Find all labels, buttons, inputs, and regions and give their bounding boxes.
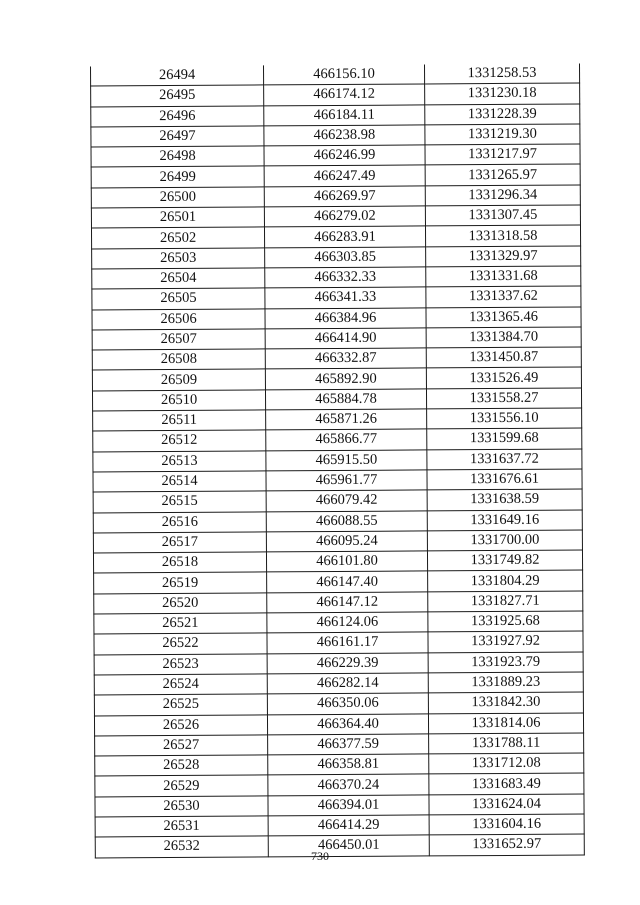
- y-coordinate-cell: 1331318.58: [425, 225, 580, 246]
- y-coordinate-cell: 1331712.08: [429, 753, 584, 774]
- x-coordinate-cell: 466247.49: [264, 165, 425, 186]
- table-row: [93, 408, 582, 431]
- y-coordinate-cell: 1331228.39: [425, 104, 580, 125]
- x-coordinate-cell: 466229.39: [267, 653, 428, 674]
- y-coordinate-cell: 1331925.68: [428, 611, 583, 632]
- y-coordinate-cell: 1331604.16: [429, 814, 584, 835]
- point-id-cell: 26503: [92, 248, 265, 269]
- point-id-cell: 26500: [91, 187, 264, 208]
- x-coordinate-cell: 466088.55: [266, 510, 427, 531]
- point-id-cell: 26495: [91, 85, 264, 106]
- table-row: [91, 104, 580, 127]
- y-coordinate-cell: 1331804.29: [428, 570, 583, 591]
- y-coordinate-cell: 1331384.70: [426, 327, 581, 348]
- x-coordinate-cell: 466238.98: [264, 125, 425, 146]
- table-row: [92, 286, 581, 309]
- point-id-cell: 26532: [95, 836, 268, 857]
- point-id-cell: 26520: [94, 593, 267, 614]
- x-coordinate-cell: 466269.97: [264, 186, 425, 207]
- y-coordinate-cell: 1331230.18: [425, 83, 580, 104]
- point-id-cell: 26497: [91, 126, 264, 147]
- x-coordinate-cell: 466147.12: [267, 592, 428, 613]
- point-id-cell: 26511: [93, 410, 266, 431]
- table-row: [95, 794, 584, 817]
- x-coordinate-cell: 466358.81: [268, 754, 429, 775]
- y-coordinate-cell: 1331558.27: [426, 388, 581, 409]
- point-id-cell: 26512: [93, 430, 266, 451]
- x-coordinate-cell: 466450.01: [268, 835, 429, 856]
- x-coordinate-cell: 466377.59: [268, 734, 429, 755]
- page-number: 730: [311, 849, 329, 863]
- point-id-cell: 26527: [95, 735, 268, 756]
- point-id-cell: 26518: [93, 552, 266, 573]
- x-coordinate-cell: 465915.50: [266, 450, 427, 471]
- y-coordinate-cell: 1331556.10: [427, 408, 582, 429]
- table-row: [91, 185, 580, 208]
- x-coordinate-cell: 466384.96: [265, 307, 426, 328]
- x-coordinate-cell: 466101.80: [266, 551, 427, 572]
- y-coordinate-cell: 1331296.34: [425, 185, 580, 206]
- x-coordinate-cell: 465892.90: [265, 368, 426, 389]
- y-coordinate-cell: 1331683.49: [429, 773, 584, 794]
- x-coordinate-cell: 466364.40: [267, 713, 428, 734]
- table-row: [93, 469, 582, 492]
- table-row: [91, 63, 580, 86]
- x-coordinate-cell: 466156.10: [264, 64, 425, 85]
- x-coordinate-cell: 466341.33: [265, 287, 426, 308]
- point-id-cell: 26530: [95, 796, 268, 817]
- y-coordinate-cell: 1331700.00: [427, 530, 582, 551]
- point-id-cell: 26531: [95, 816, 268, 837]
- point-id-cell: 26523: [94, 654, 267, 675]
- point-id-cell: 26524: [94, 674, 267, 695]
- x-coordinate-cell: 466332.87: [265, 348, 426, 369]
- y-coordinate-cell: 1331814.06: [428, 712, 583, 733]
- y-coordinate-cell: 1331365.46: [426, 307, 581, 328]
- y-coordinate-cell: 1331219.30: [425, 124, 580, 145]
- table-row: [94, 611, 583, 634]
- point-id-cell: 26528: [95, 755, 268, 776]
- table-row: [95, 773, 584, 796]
- table-row: [94, 652, 583, 675]
- x-coordinate-cell: 466414.90: [265, 328, 426, 349]
- table-row: [91, 225, 580, 248]
- x-coordinate-cell: 466332.33: [265, 267, 426, 288]
- point-id-cell: 26507: [92, 329, 265, 350]
- y-coordinate-cell: 1331217.97: [425, 144, 580, 165]
- table-row: [92, 307, 581, 330]
- table-row: [95, 814, 584, 837]
- y-coordinate-cell: 1331331.68: [426, 266, 581, 287]
- point-id-cell: 26509: [92, 369, 265, 390]
- y-coordinate-cell: 1331307.45: [425, 205, 580, 226]
- table-row: [91, 83, 580, 106]
- y-coordinate-cell: 1331624.04: [429, 794, 584, 815]
- point-id-cell: 26508: [92, 349, 265, 370]
- x-coordinate-cell: 466161.17: [267, 632, 428, 653]
- table-row: [95, 753, 584, 776]
- point-id-cell: 26514: [93, 471, 266, 492]
- x-coordinate-cell: 466279.02: [264, 206, 425, 227]
- table-row: [92, 327, 581, 350]
- point-id-cell: 26526: [94, 714, 267, 735]
- point-id-cell: 26519: [94, 572, 267, 593]
- table-row: [93, 510, 582, 533]
- y-coordinate-cell: 1331337.62: [426, 286, 581, 307]
- point-id-cell: 26525: [94, 694, 267, 715]
- table-row: [92, 367, 581, 390]
- x-coordinate-cell: 466095.24: [266, 531, 427, 552]
- table-row: [91, 205, 580, 228]
- x-coordinate-cell: 465884.78: [265, 389, 426, 410]
- table-row: [92, 266, 581, 289]
- x-coordinate-cell: 466303.85: [265, 247, 426, 268]
- coordinates-table-container: [90, 64, 581, 859]
- table-row: [92, 388, 581, 411]
- point-id-cell: 26513: [93, 451, 266, 472]
- table-row: [93, 489, 582, 512]
- x-coordinate-cell: 465871.26: [266, 409, 427, 430]
- y-coordinate-cell: 1331649.16: [427, 510, 582, 531]
- point-id-cell: 26501: [91, 207, 264, 228]
- y-coordinate-cell: 1331652.97: [429, 834, 584, 855]
- y-coordinate-cell: 1331637.72: [427, 449, 582, 470]
- y-coordinate-cell: 1331842.30: [428, 692, 583, 713]
- point-id-cell: 26498: [91, 146, 264, 167]
- table-row: [91, 124, 580, 147]
- table-row: [93, 530, 582, 553]
- y-coordinate-cell: 1331827.71: [428, 591, 583, 612]
- y-coordinate-cell: 1331265.97: [425, 164, 580, 185]
- y-coordinate-cell: 1331329.97: [426, 246, 581, 267]
- table-row: [94, 570, 583, 593]
- table-row: [94, 712, 583, 735]
- point-id-cell: 26499: [91, 166, 264, 187]
- x-coordinate-cell: 466283.91: [264, 226, 425, 247]
- y-coordinate-cell: 1331599.68: [427, 428, 582, 449]
- x-coordinate-cell: 465961.77: [266, 470, 427, 491]
- x-coordinate-cell: 466079.42: [266, 490, 427, 511]
- x-coordinate-cell: 465866.77: [266, 429, 427, 450]
- table-row: [95, 733, 584, 756]
- point-id-cell: 26516: [93, 511, 266, 532]
- x-coordinate-cell: 466147.40: [267, 571, 428, 592]
- table-row: [94, 672, 583, 695]
- coordinates-table: [90, 63, 585, 858]
- table-row: [92, 246, 581, 269]
- y-coordinate-cell: 1331788.11: [429, 733, 584, 754]
- table-row: [91, 164, 580, 187]
- point-id-cell: 26515: [93, 491, 266, 512]
- point-id-cell: 26502: [91, 227, 264, 248]
- x-coordinate-cell: 466184.11: [264, 105, 425, 126]
- y-coordinate-cell: 1331258.53: [424, 63, 579, 84]
- y-coordinate-cell: 1331676.61: [427, 469, 582, 490]
- y-coordinate-cell: 1331638.59: [427, 489, 582, 510]
- y-coordinate-cell: 1331923.79: [428, 652, 583, 673]
- y-coordinate-cell: 1331749.82: [427, 550, 582, 571]
- y-coordinate-cell: 1331889.23: [428, 672, 583, 693]
- x-coordinate-cell: 466350.06: [267, 693, 428, 714]
- point-id-cell: 26504: [92, 268, 265, 289]
- y-coordinate-cell: 1331526.49: [426, 367, 581, 388]
- coordinates-table-body: [91, 63, 585, 857]
- point-id-cell: 26522: [94, 633, 267, 654]
- y-coordinate-cell: 1331450.87: [426, 347, 581, 368]
- table-row: [93, 449, 582, 472]
- x-coordinate-cell: 466246.99: [264, 145, 425, 166]
- x-coordinate-cell: 466282.14: [267, 673, 428, 694]
- point-id-cell: 26517: [93, 532, 266, 553]
- x-coordinate-cell: 466394.01: [268, 795, 429, 816]
- table-row: [94, 631, 583, 654]
- table-row: [93, 550, 582, 573]
- x-coordinate-cell: 466124.06: [267, 612, 428, 633]
- x-coordinate-cell: 466174.12: [264, 84, 425, 105]
- table-row: [93, 428, 582, 451]
- table-row: [94, 591, 583, 614]
- point-id-cell: 26521: [94, 613, 267, 634]
- point-id-cell: 26506: [92, 308, 265, 329]
- point-id-cell: 26505: [92, 288, 265, 309]
- x-coordinate-cell: 466370.24: [268, 774, 429, 795]
- point-id-cell: 26494: [91, 65, 264, 86]
- point-id-cell: 26496: [91, 106, 264, 127]
- table-row: [94, 692, 583, 715]
- table-row: [91, 144, 580, 167]
- point-id-cell: 26510: [92, 390, 265, 411]
- x-coordinate-cell: 466414.29: [268, 815, 429, 836]
- y-coordinate-cell: 1331927.92: [428, 631, 583, 652]
- table-row: [92, 347, 581, 370]
- point-id-cell: 26529: [95, 775, 268, 796]
